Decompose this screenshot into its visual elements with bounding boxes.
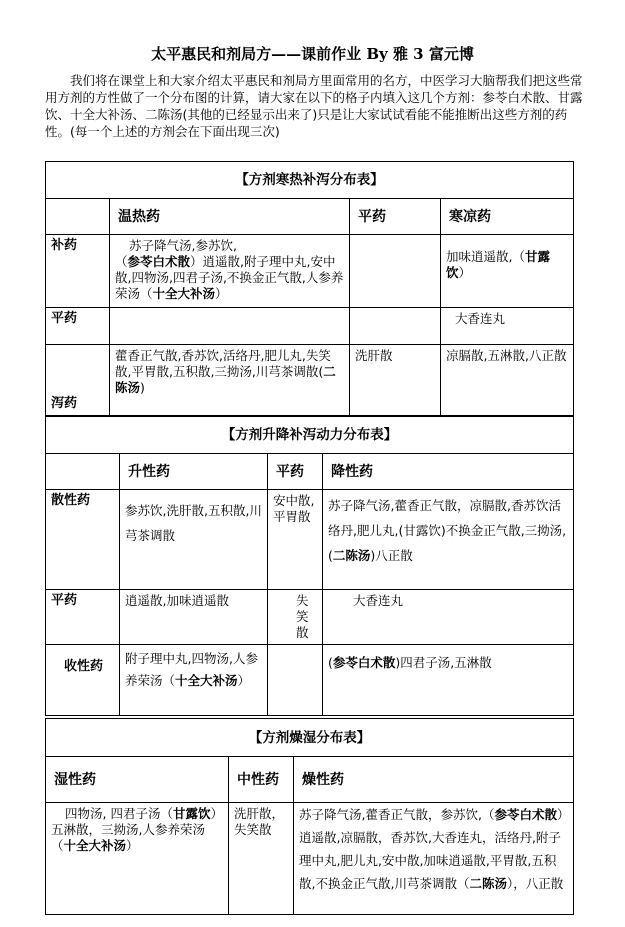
bu-neutral-cell	[350, 235, 441, 308]
shou-down-cell: (参苓白术散)四君子汤,五淋散	[323, 645, 574, 716]
intro-paragraph: 我们将在课堂上和大家介绍太平惠民和剂局方里面常用的名方，中医学习大脑帮我们把这些常用方剂的方性做了一个分布图的计算，请大家在以下的格子内填入这几个方剂：参苓白术散、甘露饮、十全大补汤、二陈汤(其他的已经显示出来了)只是让大家试试看能不能推断出这些方剂的药性。(每一个上述的方剂会在下面出现三次)	[45, 73, 583, 139]
row-ping-heading: 平药	[46, 590, 120, 645]
col-wet-heading: 湿性药	[46, 757, 229, 803]
col-neutral-heading: 平药	[268, 454, 323, 490]
page-title: 太平惠民和剂局方——课前作业 By 雅 3 富元博	[151, 45, 474, 63]
col-up-heading: 升性药	[120, 454, 268, 490]
san-up-cell: 参苏饮,洗肝散,五积散,川芎茶调散	[120, 490, 268, 590]
san-down-cell: 苏子降气汤,藿香正气散，凉膈散,香苏饮活络丹,肥儿丸,(甘露饮)不换金正气散,三拗汤,(二陈汤)八正散	[323, 490, 574, 590]
cold-heat-table-title: 【方剂寒热补泻分布表】	[46, 162, 574, 199]
corner-cell	[46, 199, 110, 235]
shou-up-cell: 附子理中丸,四物汤,人参养荣汤（十全大补汤）	[120, 645, 268, 716]
bu-cold-cell: 加味逍遥散,（甘露饮）	[441, 235, 574, 308]
row-san-heading: 散性药	[46, 490, 120, 590]
corner-cell	[46, 454, 120, 490]
row-xie-heading: 泻药	[46, 345, 110, 416]
row-bu-heading: 补药	[46, 235, 110, 308]
neutral-cell: 洗肝散，失笑散	[229, 803, 294, 915]
xie-cold-cell: 凉膈散,五淋散,八正散	[441, 345, 574, 416]
san-neutral-cell: 安中散,平胃散	[268, 490, 323, 590]
rise-fall-table-title: 【方剂升降补泻动力分布表】	[46, 417, 574, 454]
xie-warm-cell: 藿香正气散,香苏饮,活络丹,肥儿丸,失笑散,平胃散,五积散,三拗汤,川芎茶调散(二陈汤)	[110, 345, 350, 416]
col-down-heading: 降性药	[323, 454, 574, 490]
dry-wet-table-title: 【方剂燥湿分布表】	[46, 719, 574, 757]
bu-warm-cell: 苏子降气汤,参苏饮, （参苓白术散）逍遥散,附子理中丸,安中散,四物汤,四君子汤,不换金正气散,人参养荣汤（十全大补汤）	[110, 235, 350, 308]
rise-fall-table	[45, 416, 574, 716]
ping-neutral-cell: 失笑散	[268, 590, 323, 645]
xie-neutral-cell: 洗肝散	[350, 345, 441, 416]
ping-cold-cell: 大香连丸	[441, 308, 574, 345]
col-neutral-heading: 中性药	[229, 757, 294, 803]
row-ping-heading: 平药	[46, 308, 110, 345]
row-shou-heading: 收性药	[46, 645, 120, 716]
ping-warm-cell	[110, 308, 350, 345]
wet-cell: 四物汤, 四君子汤（甘露饮）五淋散，三拗汤,人参养荣汤（十全大补汤）	[46, 803, 229, 915]
shou-neutral-cell	[268, 645, 323, 716]
col-neutral-heading: 平药	[350, 199, 441, 235]
ping-up-cell: 逍遥散,加味逍遥散	[120, 590, 268, 645]
ping-down-cell: 大香连丸	[323, 590, 574, 645]
col-dry-heading: 燥性药	[294, 757, 574, 803]
dry-wet-table	[45, 718, 574, 915]
cold-heat-table	[45, 161, 574, 416]
col-cold-heading: 寒凉药	[441, 199, 574, 235]
ping-neutral-cell	[350, 308, 441, 345]
col-warm-heading: 温热药	[110, 199, 350, 235]
dry-cell: 苏子降气汤,藿香正气散，参苏饮,（参苓白术散）逍遥散,凉膈散，香苏饮,大香连丸，活络丹,附子理中丸,肥儿丸,安中散,加味逍遥散,平胃散,五积散,不换金正气散,川芎茶调散（二陈汤），八正散	[294, 803, 574, 915]
